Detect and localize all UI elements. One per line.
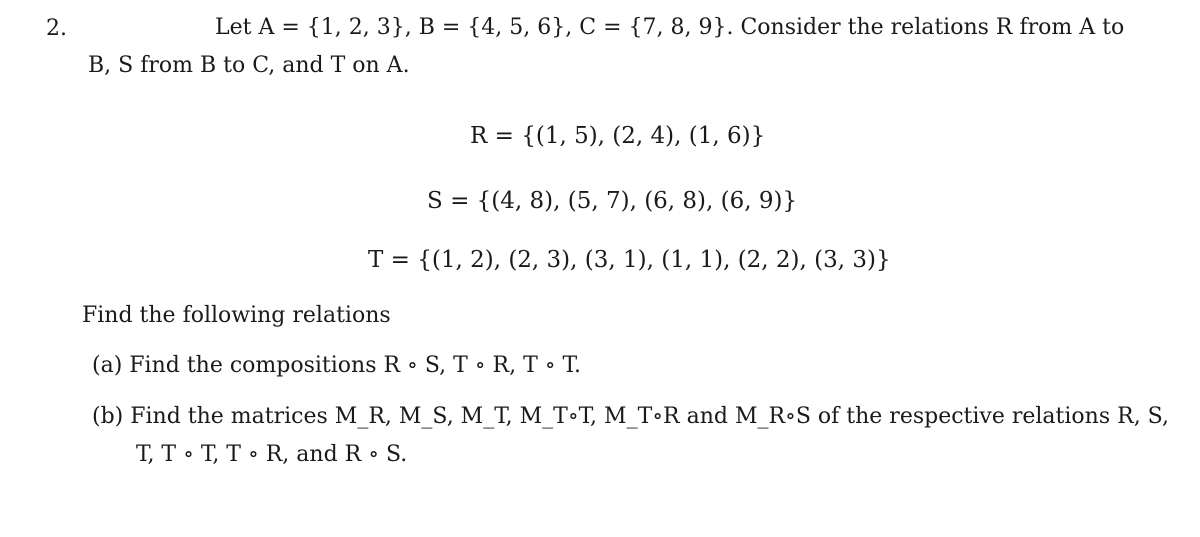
intro-line-2: B, S from B to C, and T on A. — [88, 53, 410, 78]
problem-number: 2. — [46, 16, 67, 41]
intro-line-1: Let A = {1, 2, 3}, B = {4, 5, 6}, C = {7, 8, 9}. Consider the relations R from A to — [215, 15, 1125, 40]
find-heading: Find the following relations — [82, 303, 391, 328]
part-a-text: (a) Find the compositions R ∘ S, T ∘ R, T ∘ T. — [92, 353, 581, 378]
relation-r-equation: R = {(1, 5), (2, 4), (1, 6)} — [470, 123, 766, 149]
part-b-text-line-1: (b) Find the matrices M_R, M_S, M_T, M_T∘T, M_T∘R and M_R∘S of the respective relations R, S, — [92, 404, 1169, 429]
relation-t-equation: T = {(1, 2), (2, 3), (3, 1), (1, 1), (2, 2), (3, 3)} — [368, 247, 891, 273]
relation-s-equation: S = {(4, 8), (5, 7), (6, 8), (6, 9)} — [427, 188, 798, 214]
part-b-text-line-2: T, T ∘ T, T ∘ R, and R ∘ S. — [136, 442, 408, 467]
